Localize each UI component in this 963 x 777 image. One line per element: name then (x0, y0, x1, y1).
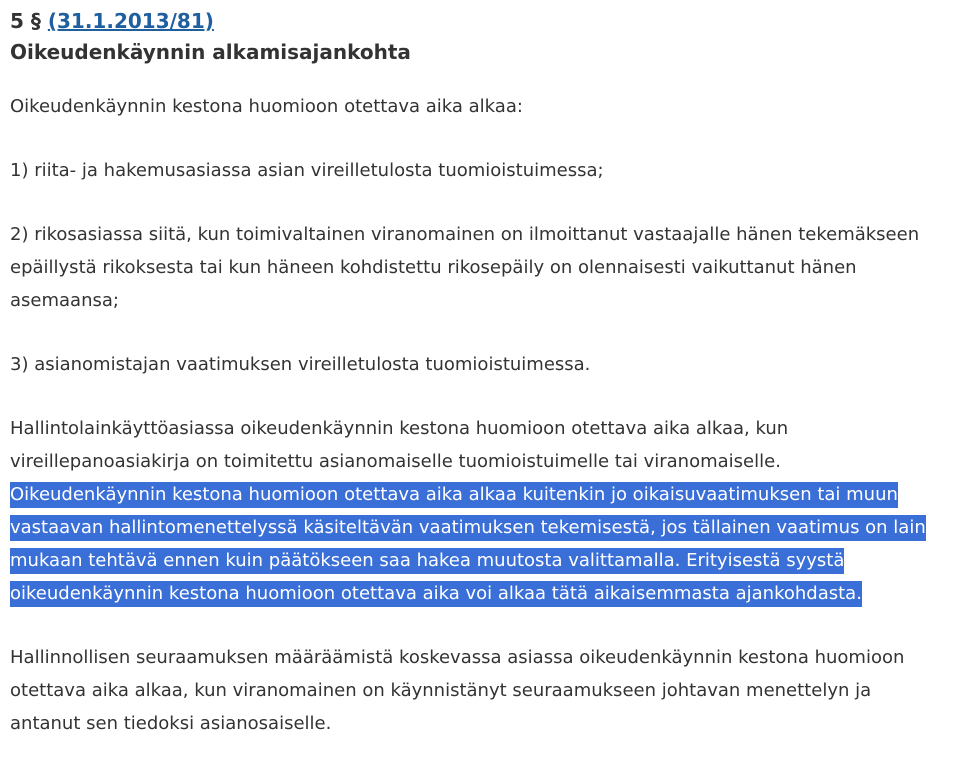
paragraph-admin-line-2: vireillepanoasiakirja on toimitettu asianomaiselle tuomioistuimelle tai viranomaiselle. (10, 451, 781, 472)
paragraph-sanction (10, 641, 960, 740)
selected-text-line-2[interactable]: vastaavan hallintomenettelyssä käsiteltävän vaatimuksen tekemisestä, jos tällainen vaatimus on lain (10, 515, 926, 541)
list-item-2-line-1: 2) rikosasiassa siitä, kun toimivaltainen viranomainen on ilmoittanut vastaajalle hänen tekemäkseen (10, 224, 920, 245)
amendment-link[interactable]: (31.1.2013/81) (47, 9, 214, 33)
paragraph-admin (10, 412, 960, 478)
list-item-2-line-2: epäillystä rikoksesta tai kun häneen kohdistettu rikosepäily on olennaisesti vaikuttanut hänen (10, 257, 857, 278)
list-item-1: 1) riita- ja hakemusasiassa asian vireilletulosta tuomioistuimessa; (10, 160, 604, 181)
paragraph-sanction-line-2: otettava aika alkaa, kun viranomainen on käynnistänyt seuraamukseen johtavan menettelyn ja (10, 680, 872, 701)
section-heading: Oikeudenkäynnin alkamisajankohta (10, 40, 411, 64)
list-item-2-line-3: asemaansa; (10, 290, 119, 311)
selected-text[interactable] (10, 478, 926, 610)
selected-text-line-3[interactable]: mukaan tehtävä ennen kuin päätökseen saa hakea muutosta valittamalla. Erityisestä syystä (10, 548, 844, 574)
paragraph-sanction-line-1: Hallinnollisen seuraamuksen määräämistä koskevassa asiassa oikeudenkäynnin kestona huomioon (10, 647, 905, 668)
selected-text-line-4[interactable]: oikeudenkäynnin kestona huomioon otettava aika voi alkaa tätä aikaisemmasta ajankohdasta. (10, 581, 862, 607)
paragraph-sanction-line-3: antanut sen tiedoksi asianosaiselle. (10, 713, 332, 734)
section-number-line (10, 6, 960, 36)
paragraph-intro: Oikeudenkäynnin kestona huomioon otettava aika alkaa: (10, 96, 523, 117)
section-number: 5 § (10, 9, 41, 33)
selected-text-line-1[interactable]: Oikeudenkäynnin kestona huomioon otettava aika alkaa kuitenkin jo oikaisuvaatimuksen tai muun (10, 482, 898, 508)
paragraph-admin-line-1: Hallintolainkäyttöasiassa oikeudenkäynnin kestona huomioon otettava aika alkaa, kun (10, 418, 789, 439)
list-item-2 (10, 218, 960, 317)
statute-section (10, 6, 960, 771)
list-item-3: 3) asianomistajan vaatimuksen vireilletulosta tuomioistuimessa. (10, 354, 591, 375)
